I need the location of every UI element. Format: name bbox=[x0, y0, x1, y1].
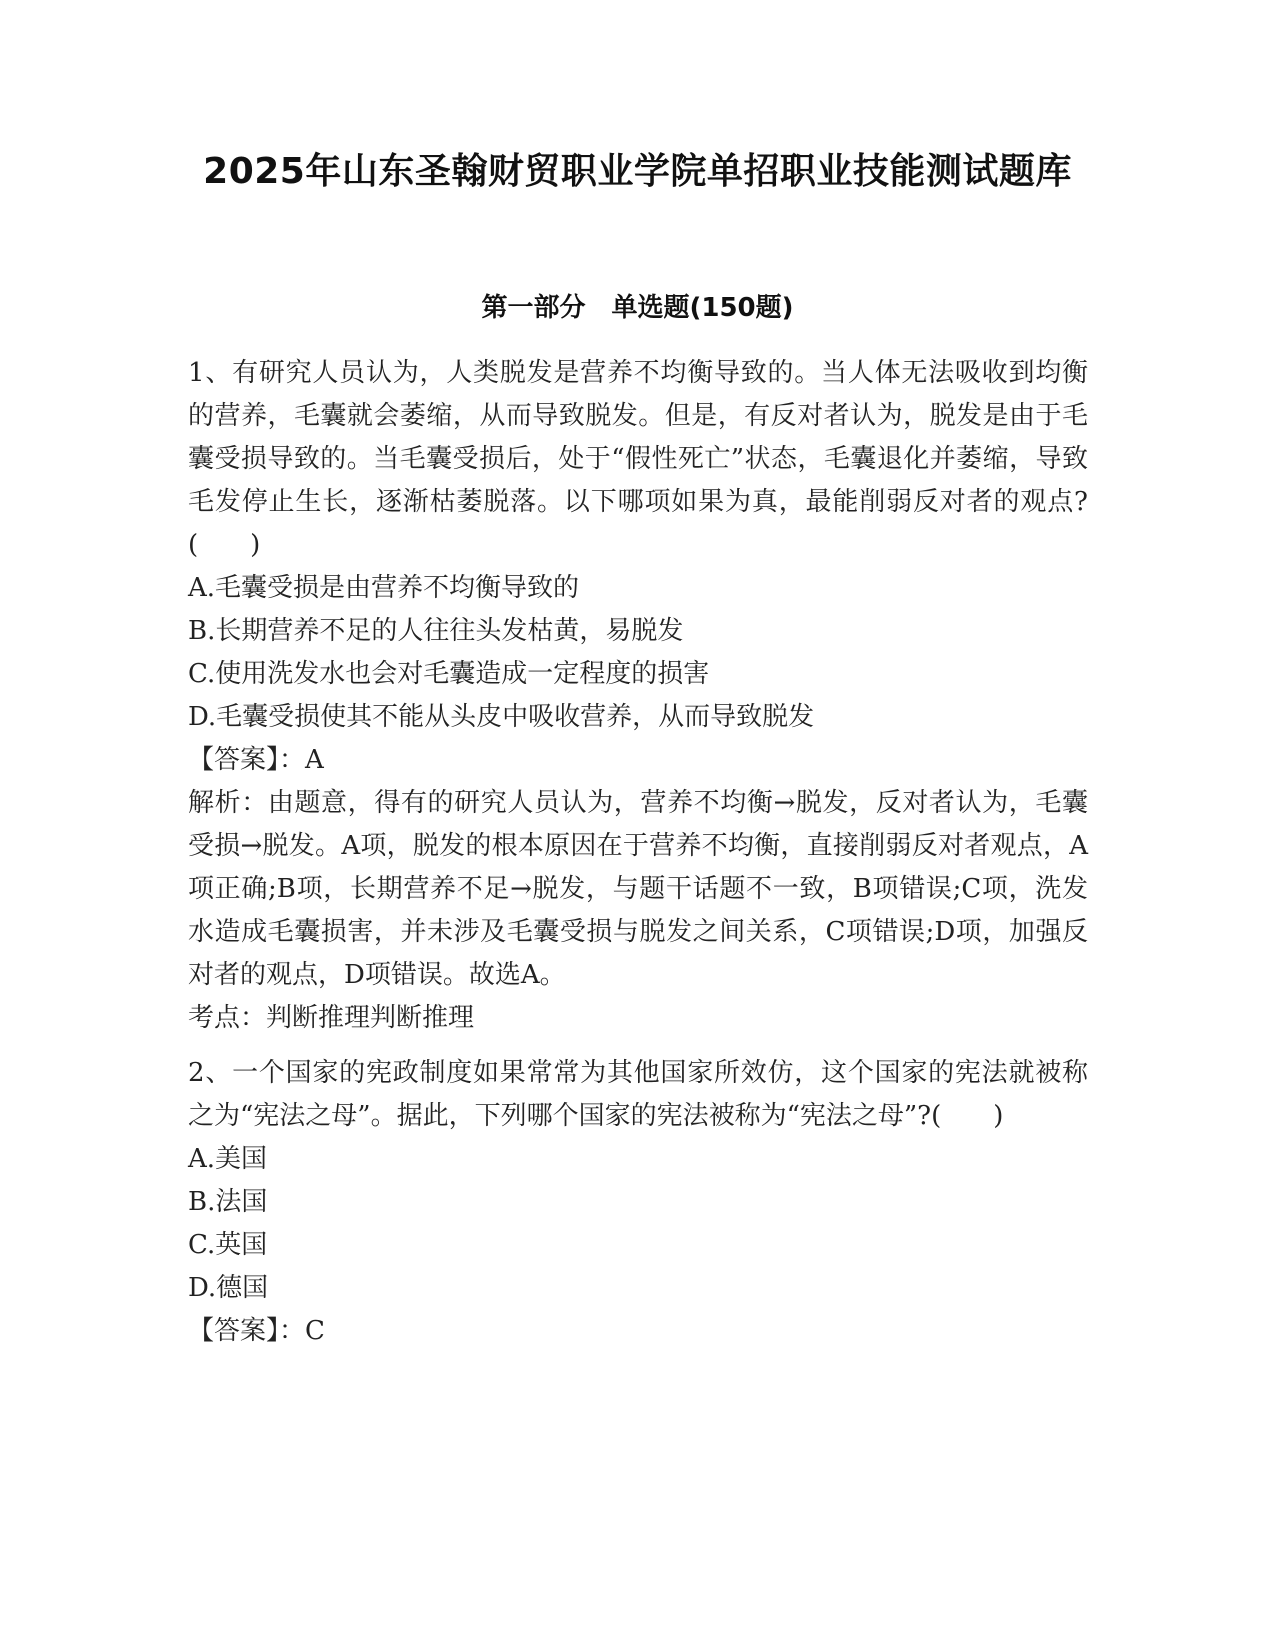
option-b: B.法国 bbox=[188, 1187, 268, 1217]
exam-point: 考点：判断推理判断推理 bbox=[188, 1003, 475, 1033]
option-c: C.使用洗发水也会对毛囊造成一定程度的损害 bbox=[188, 659, 710, 689]
question-stem: 2、一个国家的宪政制度如果常常为其他国家所效仿，这个国家的宪法就被称之为“宪法之母”。据此，下列哪个国家的宪法被称为“宪法之母”?( ) bbox=[188, 1058, 1088, 1131]
question-2 bbox=[188, 1052, 1088, 1353]
answer: 【答案】：C bbox=[188, 1316, 325, 1346]
question-1 bbox=[188, 352, 1088, 1040]
option-a: A.美国 bbox=[188, 1144, 268, 1174]
section-heading: 第一部分 单选题(150题) bbox=[481, 293, 794, 323]
analysis: 解析：由题意，得有的研究人员认为，营养不均衡→脱发，反对者认为，毛囊受损→脱发。A项，脱发的根本原因在于营养不均衡，直接削弱反对者观点，A项正确;B项，长期营养不足→脱发，与题干话题不一致，B项错误;C项，洗发水造成毛囊损害，并未涉及毛囊受损与脱发之间关系，C项错误;D项，加强反对者的观点，D项错误。故选A。 bbox=[188, 788, 1088, 990]
question-list bbox=[188, 352, 1088, 1353]
document-title: 2025年山东圣翰财贸职业学院单招职业技能测试题库 bbox=[203, 151, 1072, 192]
option-b: B.长期营养不足的人往往头发枯黄，易脱发 bbox=[188, 616, 684, 646]
option-d: D.毛囊受损使其不能从头皮中吸收营养，从而导致脱发 bbox=[188, 702, 815, 732]
option-a: A.毛囊受损是由营养不均衡导致的 bbox=[188, 573, 580, 603]
option-c: C.英国 bbox=[188, 1230, 268, 1260]
question-stem: 1、有研究人员认为，人类脱发是营养不均衡导致的。当人体无法吸收到均衡的营养，毛囊就会萎缩，从而导致脱发。但是，有反对者认为，脱发是由于毛囊受损导致的。当毛囊受损后，处于“假性死亡”状态，毛囊退化并萎缩，导致毛发停止生长，逐渐枯萎脱落。以下哪项如果为真，最能削弱反对者的观点?( ) bbox=[188, 358, 1088, 560]
option-d: D.德国 bbox=[188, 1273, 269, 1303]
answer: 【答案】：A bbox=[188, 745, 324, 775]
